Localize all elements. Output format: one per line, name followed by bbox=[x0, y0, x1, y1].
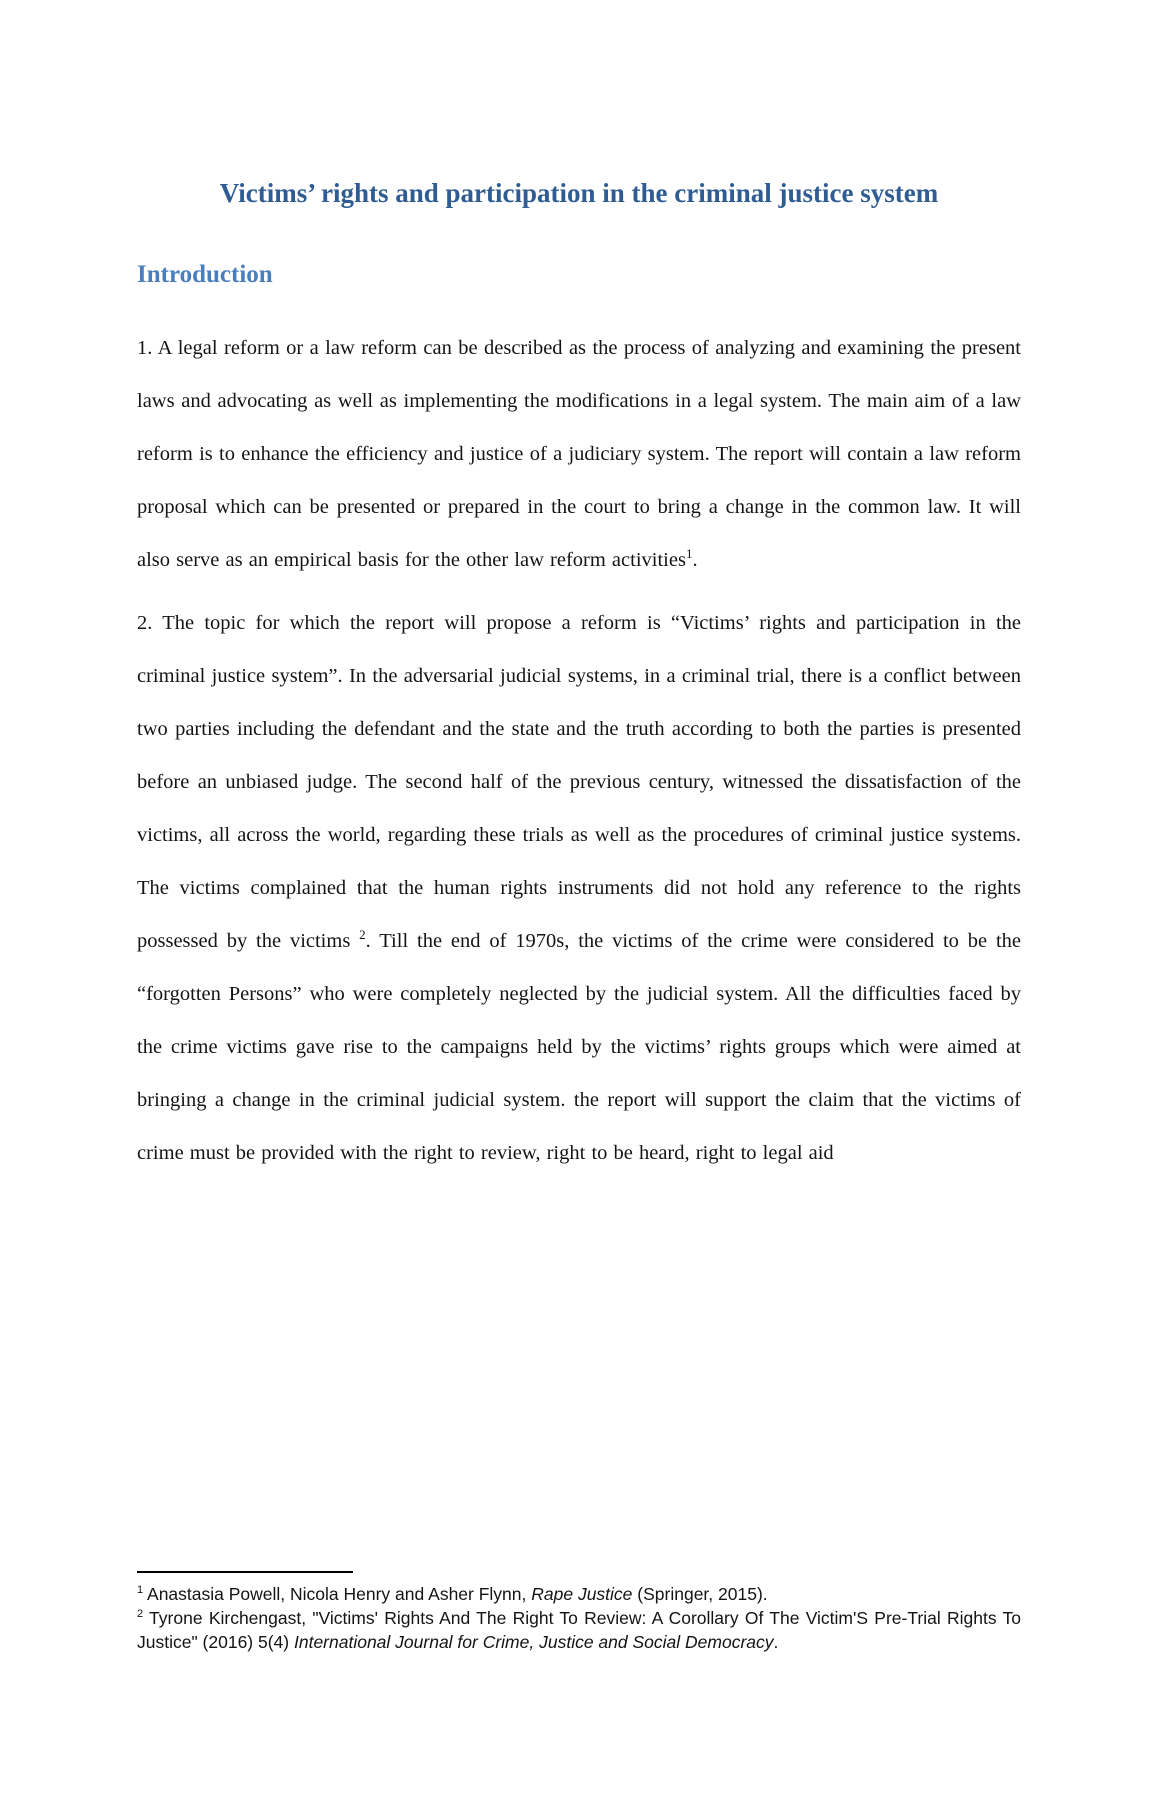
document-page bbox=[0, 175, 1158, 1813]
document-title: Victims’ rights and participation in the criminal justice system bbox=[219, 178, 939, 208]
paragraph-2: 2. The topic for which the report will propose a reform is “Victims’ rights and participation in the criminal justice system”. In the adversarial judicial systems, in a criminal trial, there is a conflict between two parties including the defendant and the state and the truth according to both the parties is presented before an unbiased judge. The second half of the previous century, witnessed the dissatisfaction of the victims, all across the world, regarding these trials as well as the procedures of criminal justice systems. The victims complained that the human rights instruments did not hold any reference to the rights possessed by the victims $^2$. Till the end of 1970s, the victims of the crime were considered to be the “forgotten Persons” who were completely neglected by the judicial system. All the difficulties faced by the crime victims gave rise to the campaigns held by the victims’ rights groups which were aimed at bringing a change in the criminal judicial system. the report will support the claim that the victims of crime must be provided with the right to review, right to be heard, right to legal aid bbox=[137, 612, 1021, 1164]
footnote-1: $^1$ Anastasia Powell, Nicola Henry and Asher Flynn, Rape Justice (Springer, 2015). bbox=[137, 1584, 768, 1604]
footnotes-section bbox=[137, 1571, 1021, 1654]
footnote-2: $^2$ Tyrone Kirchengast, "Victims' Rights And The Right To Review: A Corollary Of The Victim'S Pre-Trial Rights To Justice" (2016) 5(4) International Journal for Crime, Justice and Social Democracy. bbox=[137, 1608, 1021, 1652]
section-heading-introduction: Introduction bbox=[137, 261, 273, 288]
footnote-separator bbox=[137, 1571, 353, 1573]
paragraph-1: 1. A legal reform or a law reform can be described as the process of analyzing and examining the present laws and advocating as well as implementing the modifications in a legal system. The main aim of a law reform is to enhance the efficiency and justice of a judiciary system. The report will contain a law reform proposal which can be presented or prepared in the court to bring a change in the common law. It will also serve as an empirical basis for the other law reform activities$^1$. bbox=[137, 337, 1021, 571]
